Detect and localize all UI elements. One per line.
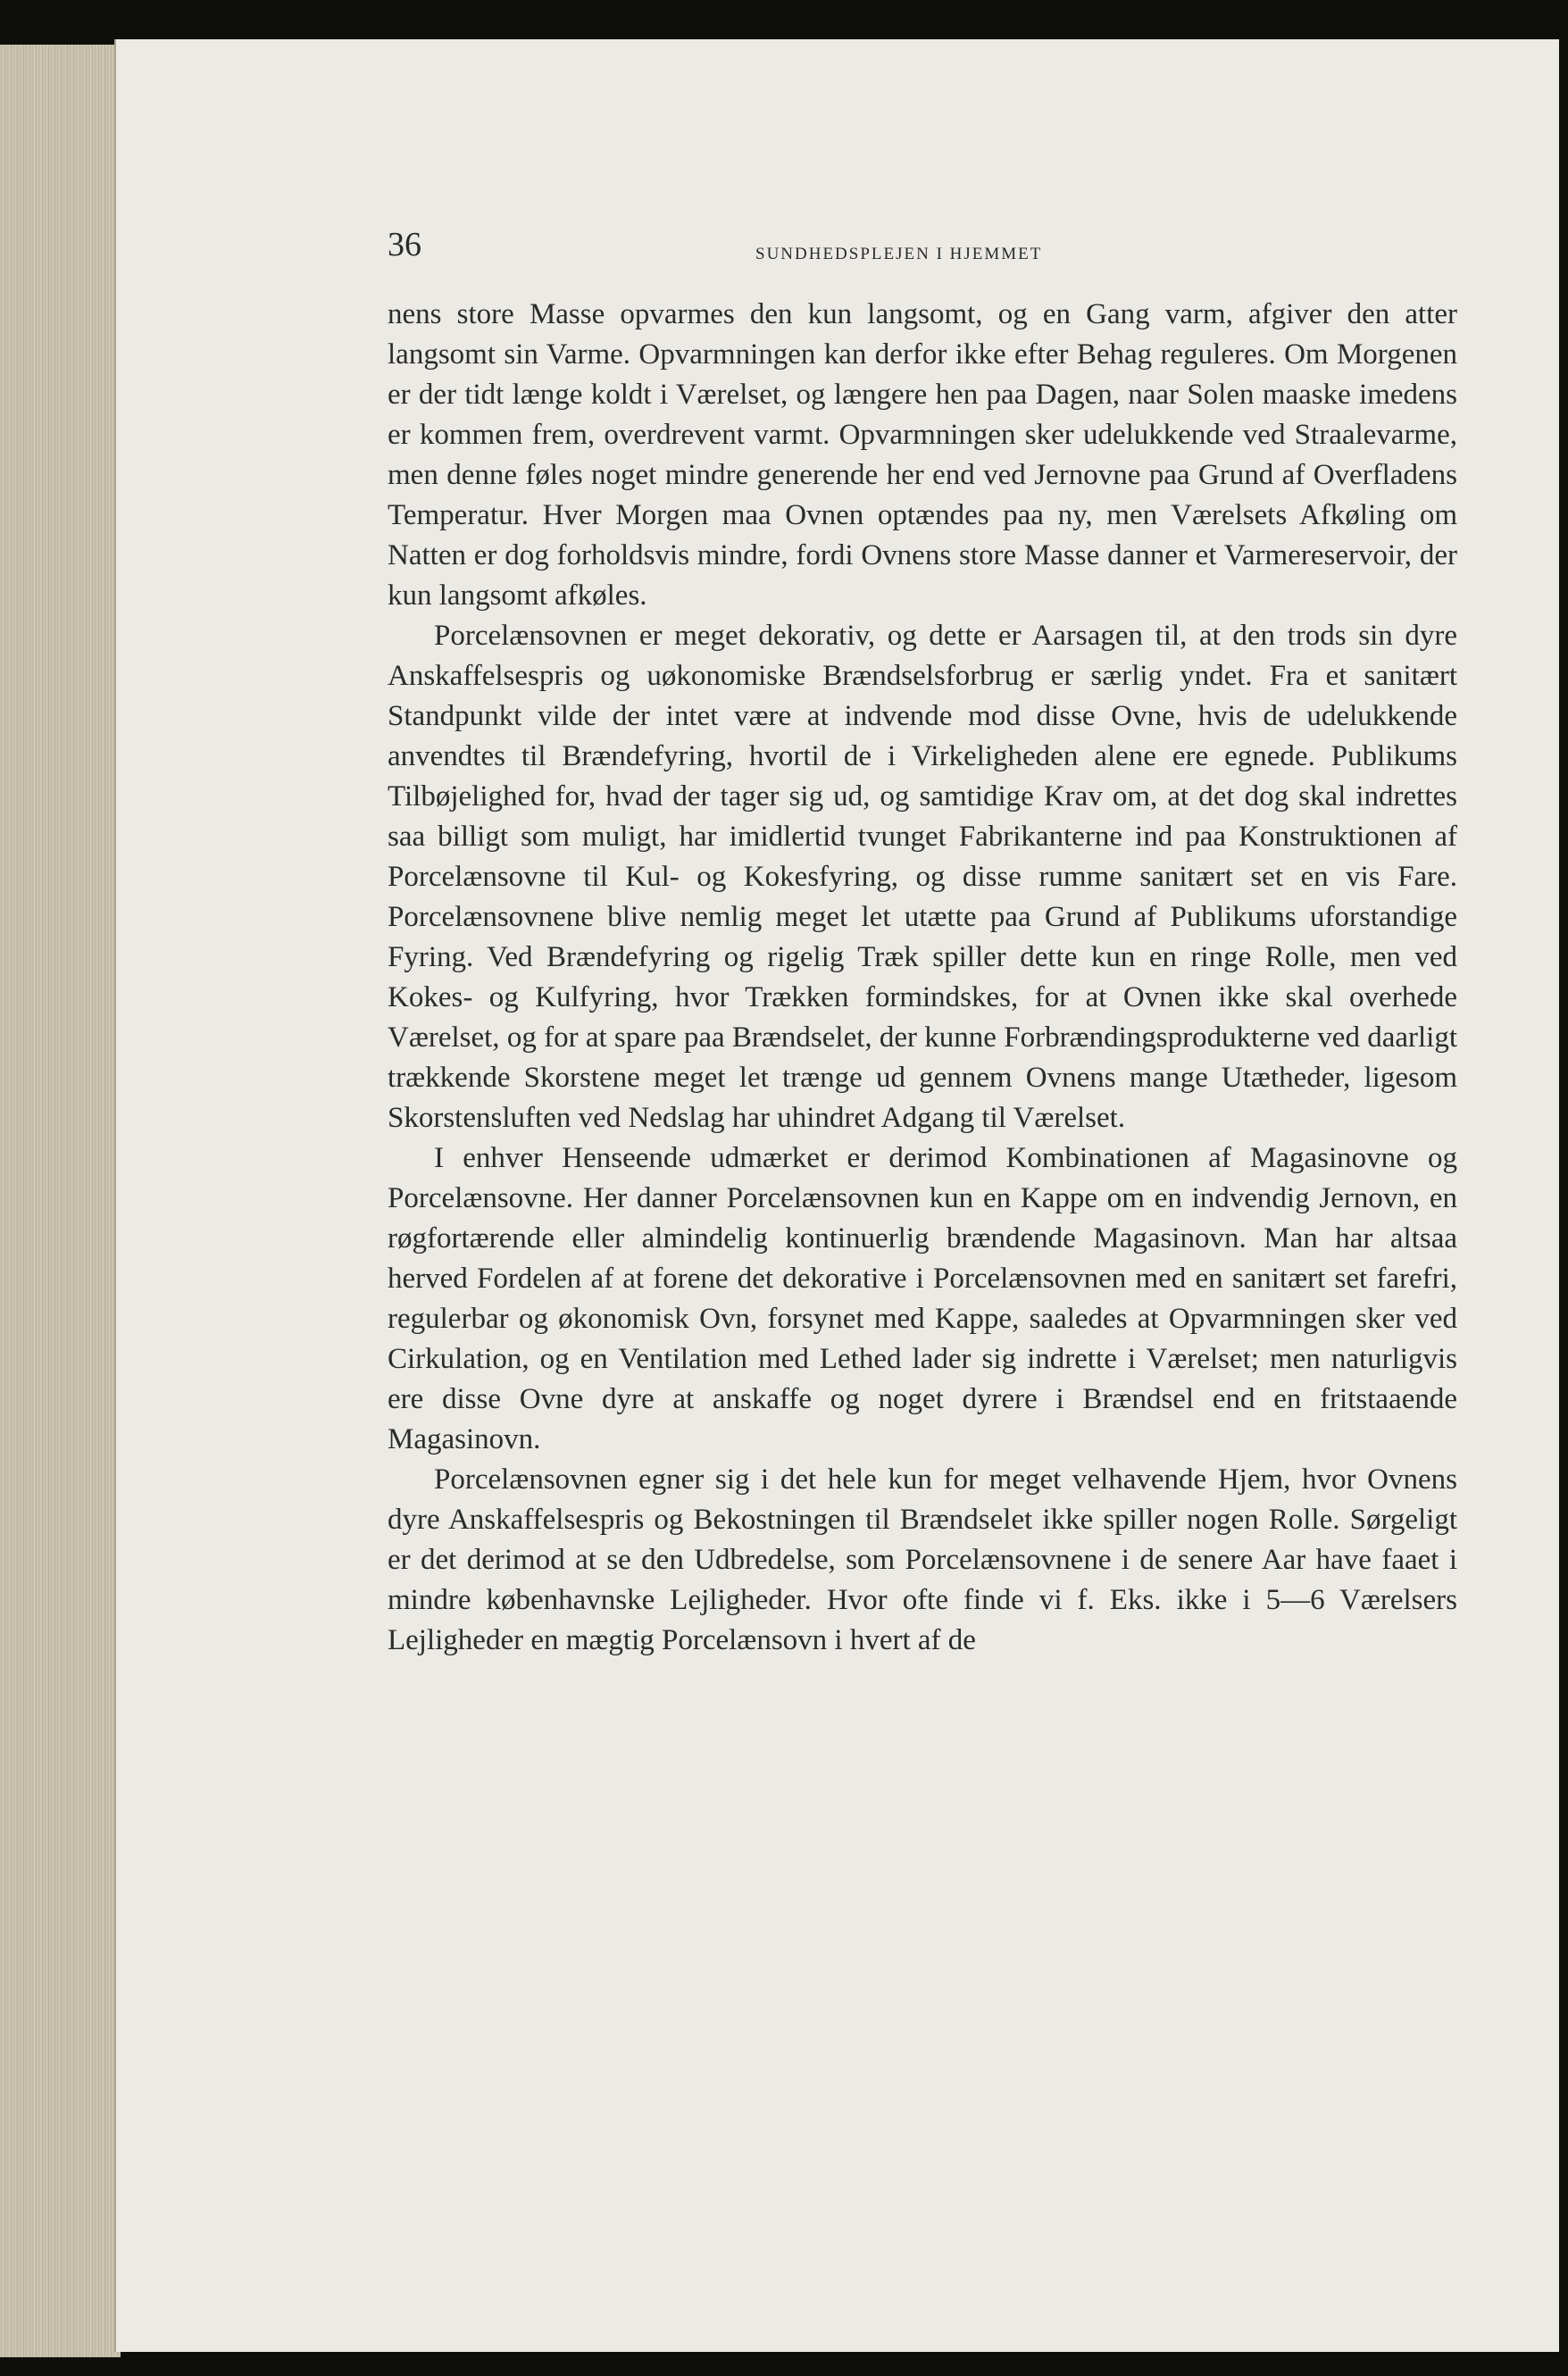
- paragraph: I enhver Henseende udmærket er derimod Kombinationen af Magasinovne og Porcelænsovne. Her danner Porcelænsovnen kun en Kappe om en indvendig Jernovn, en røgfortærende eller almindelig kontinuerlig brændende Magasinovn. Man har altsaa herved Fordelen af at forene det dekorative i Porcelænsovnen med en sanitært set farefri, regulerbar og økonomisk Ovn, forsynet med Kappe, saaledes at Opvarmningen sker ved Cirkulation, og en Ventilation med Lethed lader sig indrette i Værelset; men naturligvis ere disse Ovne dyre at anskaffe og noget dyrere i Brændsel end en fritstaaende Magasinovn.: [388, 1142, 1457, 1455]
- page-number: 36: [388, 226, 421, 263]
- page-header: [388, 225, 1459, 270]
- book-page-edges: [0, 45, 121, 2357]
- paragraph: Porcelænsovnen er meget dekorativ, og dette er Aarsagen til, at den trods sin dyre Anskaffelsespris og uøkonomiske Brændselsforbrug er særlig yndet. Fra et sanitært Standpunkt vilde der intet være at indvende mod disse Ovne, hvis de udelukkende anvendtes til Brændefyring, hvortil de i Virkeligheden alene ere egnede. Publikums Tilbøjelighed for, hvad der tager sig ud, og samtidige Krav om, at det dog skal indrettes saa billigt som muligt, har imidlertid tvunget Fabrikanterne ind paa Konstruktionen af Porcelænsovne til Kul- og Kokesfyring, og disse rumme sanitært set en vis Fare. Porcelænsovnene blive nemlig meget let utætte paa Grund af Publikums uforstandige Fyring. Ved Brændefyring og rigelig Træk spiller dette kun en ringe Rolle, men ved Kokes- og Kulfyring, hvor Trækken formindskes, for at Ovnen ikke skal overhede Værelset, og for at spare paa Brændselet, der kunne Forbrændingsprodukterne ved daarligt trækkende Skorstene meget let trænge ud gennem Ovnens mange Utætheder, ligesom Skorstensluften ved Nedslag har uhindret Adgang til Værelset.: [388, 620, 1457, 1134]
- paragraph: nens store Masse opvarmes den kun langsomt, og en Gang varm, afgiver den atter langsomt sin Varme. Opvarmningen kan derfor ikke efter Behag reguleres. Om Morgenen er der tidt længe koldt i Værelset, og længere hen paa Dagen, naar Solen maaske imedens er kommen frem, overdrevent varmt. Opvarmningen sker udelukkende ved Straalevarme, men denne føles noget mindre generende her end ved Jernovne paa Grund af Overfladens Temperatur. Hver Morgen maa Ovnen optændes paa ny, men Værelsets Afkøling om Natten er dog forholdsvis mindre, fordi Ovnens store Masse danner et Varmereservoir, der kun langsomt afkøles.: [388, 298, 1457, 612]
- paragraph: Porcelænsovnen egner sig i det hele kun for meget velhavende Hjem, hvor Ovnens dyre Anskaffelsespris og Bekostningen til Brændselet ikke spiller nogen Rolle. Sørgeligt er det derimod at se den Udbredelse, som Porcelænsovnene i de senere Aar have faaet i mindre københavnske Lejligheder. Hvor ofte finde vi f. Eks. ikke i 5—6 Værelsers Lejligheder en mægtig Porcelænsovn i hvert af de: [388, 1463, 1457, 1656]
- body-text: [388, 295, 1457, 1661]
- running-title: SUNDHEDSPLEJEN I HJEMMET: [755, 245, 1043, 263]
